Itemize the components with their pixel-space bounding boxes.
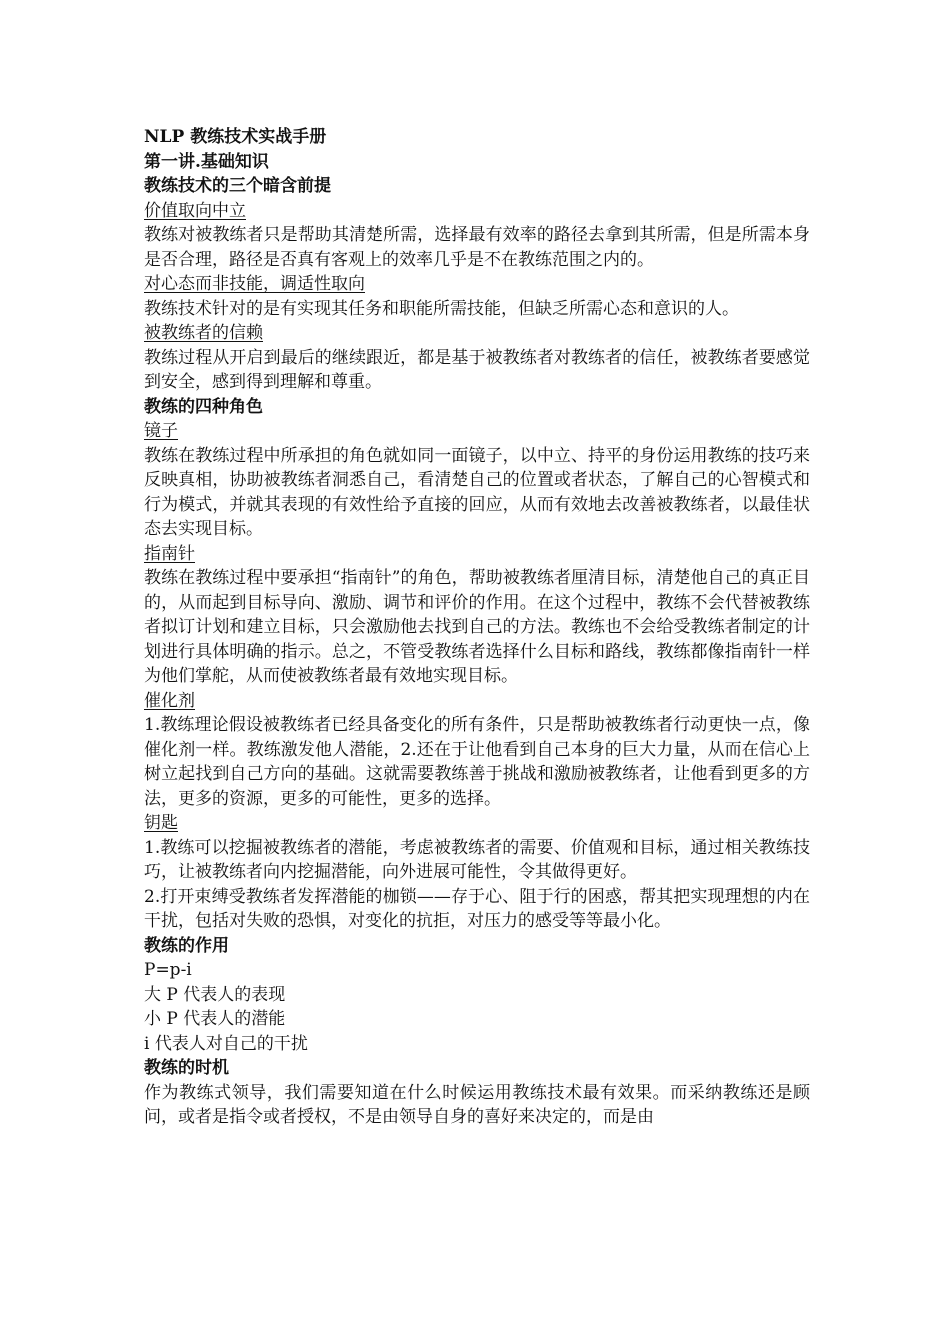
role-1-title: 镜子: [144, 421, 178, 441]
formula-line-1: 大 P 代表人的表现: [144, 984, 286, 1005]
section-heading-roles: 教练的四种角色: [144, 396, 263, 417]
role-3-title: 催化剂: [144, 690, 195, 711]
premise-1-body: 教练对被教练者只是帮助其清楚所需，选择最有效率的路径去拿到其所需，但是所需本身是否合理，路径是否真有客观上的效率几乎是不在教练范围之内的。: [144, 225, 810, 270]
section-heading-premises: 教练技术的三个暗含前提: [144, 176, 331, 196]
section-heading-effect: 教练的作用: [144, 935, 229, 956]
role-1-body: 教练在教练过程中所承担的角色就如同一面镜子，以中立、持平的身份运用教练的技巧来反映真相，协助被教练者洞悉自己，看清楚自己的位置或者状态，了解自己的心智模式和行为模式，并就其表现的有效性给予直接的回应，从而有效地去改善被教练者，以最佳状态去实现目标。: [144, 445, 810, 539]
role-2-title: 指南针: [144, 543, 195, 564]
formula: P=p-i: [144, 960, 192, 980]
premise-2-title: 对心态而非技能，调适性取向: [144, 274, 365, 294]
premise-2-body: 教练技术针对的是有实现其任务和职能所需技能，但缺乏所需心态和意识的人。: [144, 298, 739, 319]
role-4-body-1: 1.教练可以挖掘被教练者的潜能，考虑被教练者的需要、价值观和目标，通过相关教练技巧，让被教练者向内挖掘潜能，向外进展可能性，令其做得更好。: [144, 837, 810, 882]
document-title: NLP 教练技术实战手册: [144, 127, 327, 147]
premise-3-body: 教练过程从开启到最后的继续跟近，都是基于被教练者对教练者的信任，被教练者要感觉到安全，感到得到理解和尊重。: [144, 347, 810, 392]
role-4-title: 钥匙: [144, 813, 178, 833]
lecture-heading: 第一讲.基础知识: [144, 151, 269, 172]
formula-line-2: 小 P 代表人的潜能: [144, 1009, 286, 1029]
timing-body: 作为教练式领导，我们需要知道在什么时候运用教练技术最有效果。而采纳教练还是顾问，或者是指令或者授权，不是由领导自身的喜好来决定的，而是由: [144, 1082, 810, 1127]
document-page: [144, 125, 810, 1130]
role-4-body-2: 2.打开束缚受教练者发挥潜能的枷锁——存于心、阻于行的困惑，帮其把实现理想的内在干扰，包括对失败的恐惧，对变化的抗拒，对压力的感受等等最小化。: [144, 886, 810, 931]
role-2-body: 教练在教练过程中要承担“指南针”的角色，帮助被教练者厘清目标，清楚他自己的真正目的，从而起到目标导向、激励、调节和评价的作用。在这个过程中，教练不会代替被教练者拟订计划和建立目标，只会激励他去找到自己的方法。教练也不会给受教练者制定的计划进行具体明确的指示。总之，不管受教练者选择什么目标和路线，教练都像指南针一样为他们掌舵，从而使被教练者最有效地实现目标。: [144, 568, 810, 686]
role-3-body: 1.教练理论假设被教练者已经具备变化的所有条件，只是帮助被教练者行动更快一点，像催化剂一样。教练激发他人潜能，2.还在于让他看到自己本身的巨大力量，从而在信心上树立起找到自己方向的基础。这就需要教练善于挑战和激励被教练者，让他看到更多的方法，更多的资源，更多的可能性，更多的选择。: [144, 715, 810, 809]
formula-line-3: i 代表人对自己的干扰: [144, 1033, 308, 1054]
section-heading-timing: 教练的时机: [144, 1058, 229, 1078]
premise-1-title: 价值取向中立: [144, 200, 246, 221]
premise-3-title: 被教练者的信赖: [144, 323, 263, 343]
